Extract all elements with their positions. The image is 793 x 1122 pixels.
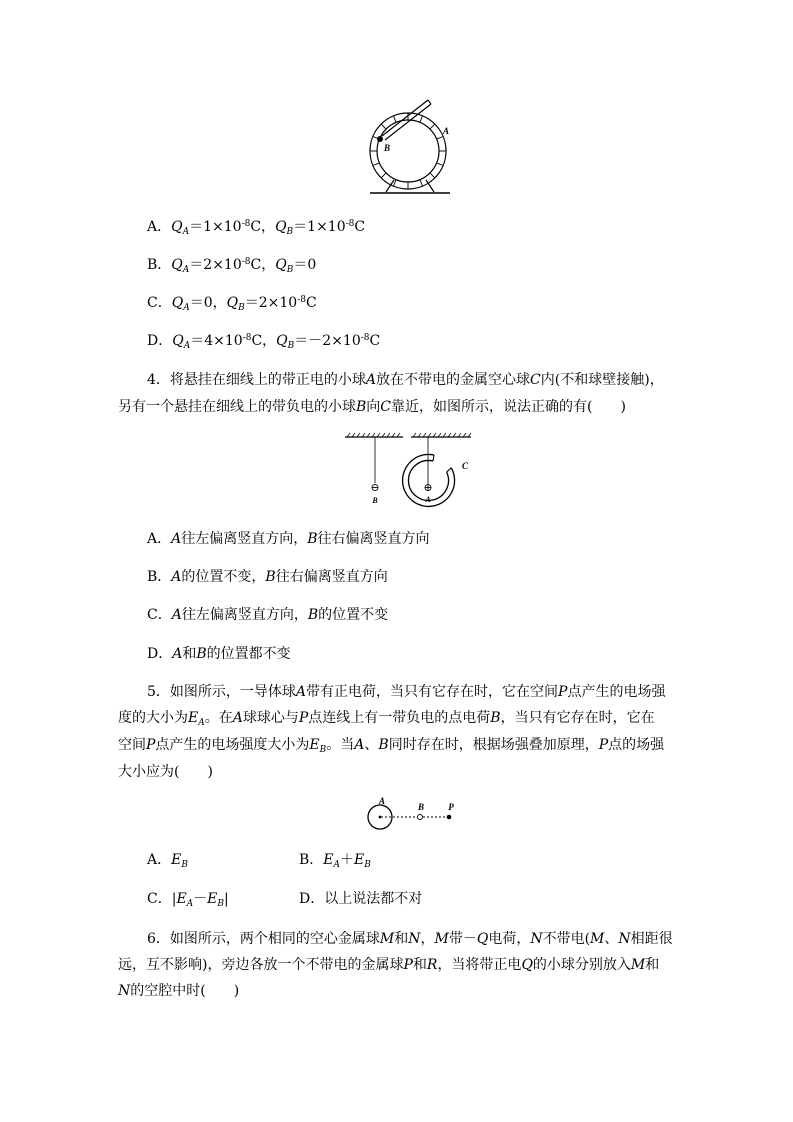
q3-option-d[interactable]: D．$Q_A=4\times 10^{-8}C$，$Q_B=-2\times 10^{-8}C$	[147, 333, 381, 351]
q5-stem-line2: 度的大小为$E_A$。在A球球心与P点连线上有一带负电的点电荷B，当只有它存在时，它在	[118, 710, 655, 728]
q4-stem-line1: 4．将悬挂在细线上的带正电的小球A放在不带电的金属空心球C内(不和球壁接触)，	[147, 372, 664, 388]
figure-field-superposition	[362, 795, 462, 833]
svg-text:A: A	[425, 495, 431, 504]
q6-stem-line1: 6．如图所示，两个相同的空心金属球M和N，M带－Q电荷，N不带电(M、N相距很	[147, 931, 673, 947]
figure-hollow-sphere	[360, 96, 460, 196]
q6-stem-line2: 远，互不影响)，旁边各放一个不带电的金属球P和R，当将带正电Q的小球分别放入M和	[118, 957, 660, 973]
q4-option-c[interactable]: C．A往左偏离竖直方向，B的位置不变	[147, 607, 389, 623]
svg-text:⊕: ⊕	[423, 482, 433, 494]
figure-hanging-balls	[343, 431, 473, 513]
q5-option-b[interactable]: B．$E_A+E_B$	[299, 852, 371, 870]
q4-option-d[interactable]: D．A和B的位置都不变	[147, 646, 291, 662]
q4-option-a[interactable]: A．A往左偏离竖直方向，B往右偏离竖直方向	[147, 531, 430, 547]
q5-option-d[interactable]: D．以上说法都不对	[299, 891, 423, 907]
q5-stem-line4: 大小应为( )	[118, 764, 213, 780]
svg-text:B: B	[384, 143, 391, 153]
svg-text:A: A	[378, 796, 386, 806]
q3-option-a[interactable]: A．$Q_A=1\times 10^{-8}C$，$Q_B=1\times 10^{-8}C$	[147, 219, 366, 237]
svg-text:C: C	[462, 461, 469, 471]
svg-text:P: P	[448, 802, 454, 812]
svg-text:B: B	[372, 496, 378, 505]
svg-text:B: B	[417, 802, 425, 812]
q5-stem-line1: 5．如图所示，一导体球A带有正电荷，当只有它存在时，它在空间P点产生的电场强	[147, 684, 666, 700]
q5-option-c[interactable]: C．$|E_A-E_B|$	[147, 891, 229, 909]
q5-option-a[interactable]: A．$E_B$	[147, 852, 188, 870]
svg-text:⊖: ⊖	[370, 482, 380, 494]
q3-option-c[interactable]: C．$Q_A=0$，$Q_B=2\times 10^{-8}C$	[147, 295, 317, 313]
q4-stem-line2: 另有一个悬挂在细线上的带负电的小球B向C靠近，如图所示，说法正确的有( )	[118, 399, 626, 415]
q4-option-b[interactable]: B．A的位置不变，B往右偏离竖直方向	[147, 569, 388, 585]
q5-stem-line3: 空间P点产生的电场强度大小为$E_B$。当A、B同时存在时，根据场强叠加原理，P点的场强	[118, 737, 665, 755]
q3-option-b[interactable]: B．$Q_A=2\times 10^{-8}C$，$Q_B=0$	[147, 257, 317, 275]
svg-text:A: A	[443, 126, 450, 136]
q6-stem-line3: N的空腔中时( )	[118, 983, 240, 999]
